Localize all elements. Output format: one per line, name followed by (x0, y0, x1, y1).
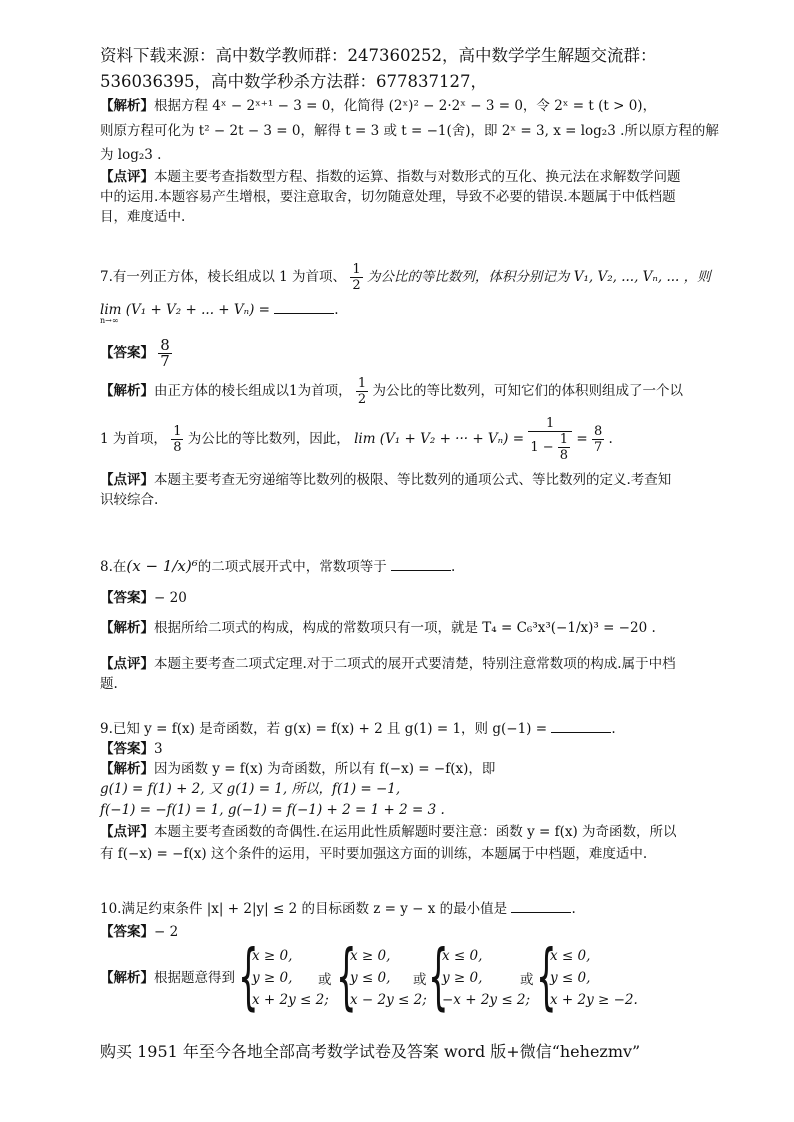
q8-jiexi-text: 根据所给二项式的构成，构成的常数项只有一项，就是 T₄ = C₆³x³(−1/x)³ = −20 . (154, 620, 656, 636)
q9-jiexi-line-3: f(−1) = −f(1) = 1, g(−1) = f(−1) + 2 = 1 + 2 = 3 . (100, 802, 445, 818)
header-line-2: 536036395，高中数学秒杀方法群：677837127， (100, 72, 487, 91)
jiexi-tag: 【解析】 (100, 98, 154, 114)
q10-sys4-row-2: y ≤ 0, (550, 970, 591, 986)
answer-tag: 【答案】 (100, 924, 154, 940)
q7-jiexi-line-1 (100, 376, 683, 407)
q7-answer-line (100, 338, 172, 369)
q8-jiexi-line (100, 618, 656, 638)
q8-stem-c: 的二项式展开式中，常数项等于 (197, 559, 387, 575)
q7-half-fraction (350, 262, 362, 293)
q9-stem-line: 9.已知 y = f(x) 是奇函数，若 g(x) = f(x) + 2 且 g(1) = 1，则 g(−1) = . (100, 721, 616, 737)
q7-jiexi-1b: 为公比的等比数列，可知它们的体积则组成了一个以 (372, 383, 683, 399)
q7-stem-b: 为公比的等比数列，体积分别记为 V₁, V₂, ..., Vₙ, ... ，则 (366, 269, 711, 285)
q7-limit-sub: n→∞ (100, 316, 119, 325)
q6-jiexi-line-3: 为 log₂3 . (100, 147, 162, 163)
q10-answer-line (100, 922, 178, 942)
jiexi-tag: 【解析】 (100, 761, 154, 777)
q10-jiexi-lead (100, 968, 235, 988)
q10-sys1-row-2: y ≥ 0, (252, 970, 293, 986)
q8-stem-line: 8.在(x − 1/x)⁶的二项式展开式中，常数项等于 . (100, 557, 456, 575)
brace-icon: { (428, 934, 449, 1018)
q6-jiexi-text-1: 根据方程 4ˣ − 2ˣ⁺¹ − 3 = 0，化简得 (2ˣ)² − 2·2ˣ − 3 = 0，令 2ˣ = t (t > 0)， (154, 98, 657, 114)
jiexi-tag: 【解析】 (100, 970, 154, 986)
q7-half-num: 1 (352, 262, 361, 277)
q7-eighth-fraction (171, 424, 183, 455)
q10-sys3-row-2: y ≥ 0, (442, 970, 483, 986)
brace-icon: { (336, 934, 357, 1018)
q10-or-3: 或 (520, 972, 534, 988)
q9-stem: 9.已知 y = f(x) 是奇函数，若 g(x) = f(x) + 2 且 g(1) = 1，则 g(−1) = (100, 721, 548, 737)
q10-sys3-row-3: −x + 2y ≤ 2; (442, 992, 531, 1008)
q7-result-fraction (528, 416, 572, 463)
q7-half-den: 2 (352, 278, 361, 293)
answer-tag: 【答案】 (100, 345, 154, 361)
q7-result-num: 1 (528, 416, 572, 432)
answer-tag: 【答案】 (100, 590, 154, 606)
q8-answer-blank (391, 558, 451, 571)
q7-dianping-line-2: 识较综合. (100, 492, 159, 508)
q10-sys1-row-3: x + 2y ≤ 2; (252, 992, 329, 1008)
q10-jiexi-lead-text: 根据题意得到 (154, 970, 235, 986)
q7-final-fraction (592, 424, 604, 455)
q7-jiexi-2b: 为公比的等比数列，因此， (187, 431, 350, 447)
q6-dianping-text-1: 本题主要考查指数型方程、指数的运算、指数与对数形式的互化、换元法在求解数学问题 (154, 169, 681, 185)
q7-stem-c: lim (V₁ + V₂ + ... + Vₙ) = (100, 302, 270, 318)
q7-final-num: 8 (593, 424, 603, 439)
q7-answer-blank (274, 301, 334, 314)
q7-jiexi-2a: 1 为首项， (100, 431, 167, 447)
q7-jiexi-half-den: 2 (357, 392, 367, 407)
q10-stem: 10.满足约束条件 |x| + 2|y| ≤ 2 的目标函数 z = y − x 的最小值是 (100, 901, 508, 917)
q7-jiexi-half (356, 376, 368, 407)
dianping-tag: 【点评】 (100, 472, 154, 488)
q10-sys2-row-2: y ≤ 0, (350, 970, 391, 986)
q9-jiexi-text-1: 因为函数 y = f(x) 为奇函数，所以有 f(−x) = −f(x)，即 (154, 761, 496, 777)
brace-icon: { (238, 934, 259, 1018)
q7-result-den-num: 1 (559, 432, 569, 447)
q6-jiexi-line-1 (100, 96, 656, 116)
q10-or-2: 或 (413, 972, 427, 988)
brace-icon: { (536, 934, 557, 1018)
q7-final-den: 7 (593, 440, 603, 455)
q8-dianping-text-1: 本题主要考查二项式定理.对于二项式的展开式要清楚，特别注意常数项的构成.属于中档 (154, 656, 676, 672)
q8-dianping-line-2: 题. (100, 676, 118, 692)
q7-result-den (528, 432, 572, 463)
header-line-1: 资料下载来源：高中数学教师群：247360252，高中数学学生解题交流群： (100, 46, 657, 65)
q7-jiexi-2c: lim (V₁ + V₂ + ··· + Vₙ) = (354, 431, 525, 447)
q7-result-den-fraction (558, 432, 570, 463)
q10-sys4-row-1: x ≤ 0, (550, 948, 591, 964)
q8-stem-a: 8.在 (100, 559, 127, 575)
q10-sys2-row-3: x − 2y ≤ 2; (350, 992, 427, 1008)
q7-jiexi-line-2: 1 为首项， $\frac{1}{8}$ 为公比的等比数列，因此， lim (V₁ + V₂ + ··· + Vₙ) = 1 1 − $\frac{1}{8}$ = $\frac{8}{7}$ . (100, 416, 613, 463)
q8-answer: − 20 (154, 590, 187, 606)
q10-answer-blank (511, 900, 571, 913)
dianping-tag: 【点评】 (100, 824, 154, 840)
q7-stem-line-2: lim (V₁ + V₂ + ... + Vₙ) = . (100, 302, 339, 318)
q7-eighth-num: 1 (173, 424, 182, 439)
q7-jiexi-1a: 由正方体的棱长组成以1为首项， (154, 383, 352, 399)
footer-ad: 购买 1951 年至今各地全部高考数学试卷及答案 word 版+微信“hehezmv” (100, 1042, 641, 1061)
q7-result-den-den: 8 (559, 448, 569, 463)
q10-sys1-row-1: x ≥ 0, (252, 948, 293, 964)
q7-answer-num: 8 (160, 336, 170, 354)
q7-eighth-den: 8 (173, 440, 182, 455)
q9-jiexi-line-1 (100, 759, 495, 779)
q10-or-1: 或 (318, 972, 332, 988)
q7-answer-fraction (158, 338, 172, 369)
q10-sys4-row-3: x + 2y ≥ −2. (550, 992, 638, 1008)
q6-dianping-line-1 (100, 167, 681, 187)
jiexi-tag: 【解析】 (100, 383, 154, 399)
q6-dianping-line-3: 目，难度适中. (100, 209, 186, 225)
q9-answer-blank (551, 720, 611, 733)
q7-jiexi-2d: = (576, 431, 588, 447)
q7-stem-line-1 (100, 262, 711, 293)
q10-sys3-row-1: x ≤ 0, (442, 948, 483, 964)
q8-stem-b: (x − 1/x)⁶ (126, 557, 198, 575)
answer-tag: 【答案】 (100, 741, 154, 757)
q6-dianping-line-2: 中的运用.本题容易产生增根，要注意取舍，切勿随意处理，导致不必要的错误.本题属于中低档题 (100, 189, 676, 205)
q7-jiexi-half-num: 1 (357, 376, 367, 391)
q9-jiexi-line-2: g(1) = f(1) + 2, 又 g(1) = 1, 所以，f(1) = −1, (100, 781, 401, 797)
q8-dianping-line-1 (100, 654, 676, 674)
q9-dianping-text-1: 本题主要考查函数的奇偶性.在运用此性质解题时要注意：函数 y = f(x) 为奇函数，所以 (154, 824, 677, 840)
q10-answer: − 2 (154, 924, 179, 940)
q7-dianping-line-1 (100, 470, 671, 490)
q9-dianping-line-1 (100, 822, 677, 842)
dianping-tag: 【点评】 (100, 169, 154, 185)
q7-dianping-text-1: 本题主要考查无穷递缩等比数列的极限、等比数列的通项公式、等比数列的定义.考查知 (154, 472, 672, 488)
q7-answer-den: 7 (160, 352, 170, 370)
q7-stem-a: 7.有一列正方体，棱长组成以 1 为首项、 (100, 269, 347, 285)
q9-dianping-line-2: 有 f(−x) = −f(x) 这个条件的运用，平时要加强这方面的训练，本题属于中档题，难度适中. (100, 846, 648, 862)
q10-stem-line: 10.满足约束条件 |x| + 2|y| ≤ 2 的目标函数 z = y − x 的最小值是 . (100, 901, 576, 917)
q7-result-den-a: 1 − (530, 440, 554, 455)
q6-jiexi-line-2: 则原方程可化为 t² − 2t − 3 = 0，解得 t = 3 或 t = −1(舍)，即 2ˣ = 3, x = log₂3 .所以原方程的解 (100, 123, 719, 139)
q9-answer-line (100, 739, 163, 759)
q8-answer-line (100, 588, 187, 608)
dianping-tag: 【点评】 (100, 656, 154, 672)
q9-answer: 3 (154, 741, 163, 757)
q10-sys2-row-1: x ≥ 0, (350, 948, 391, 964)
jiexi-tag: 【解析】 (100, 620, 154, 636)
